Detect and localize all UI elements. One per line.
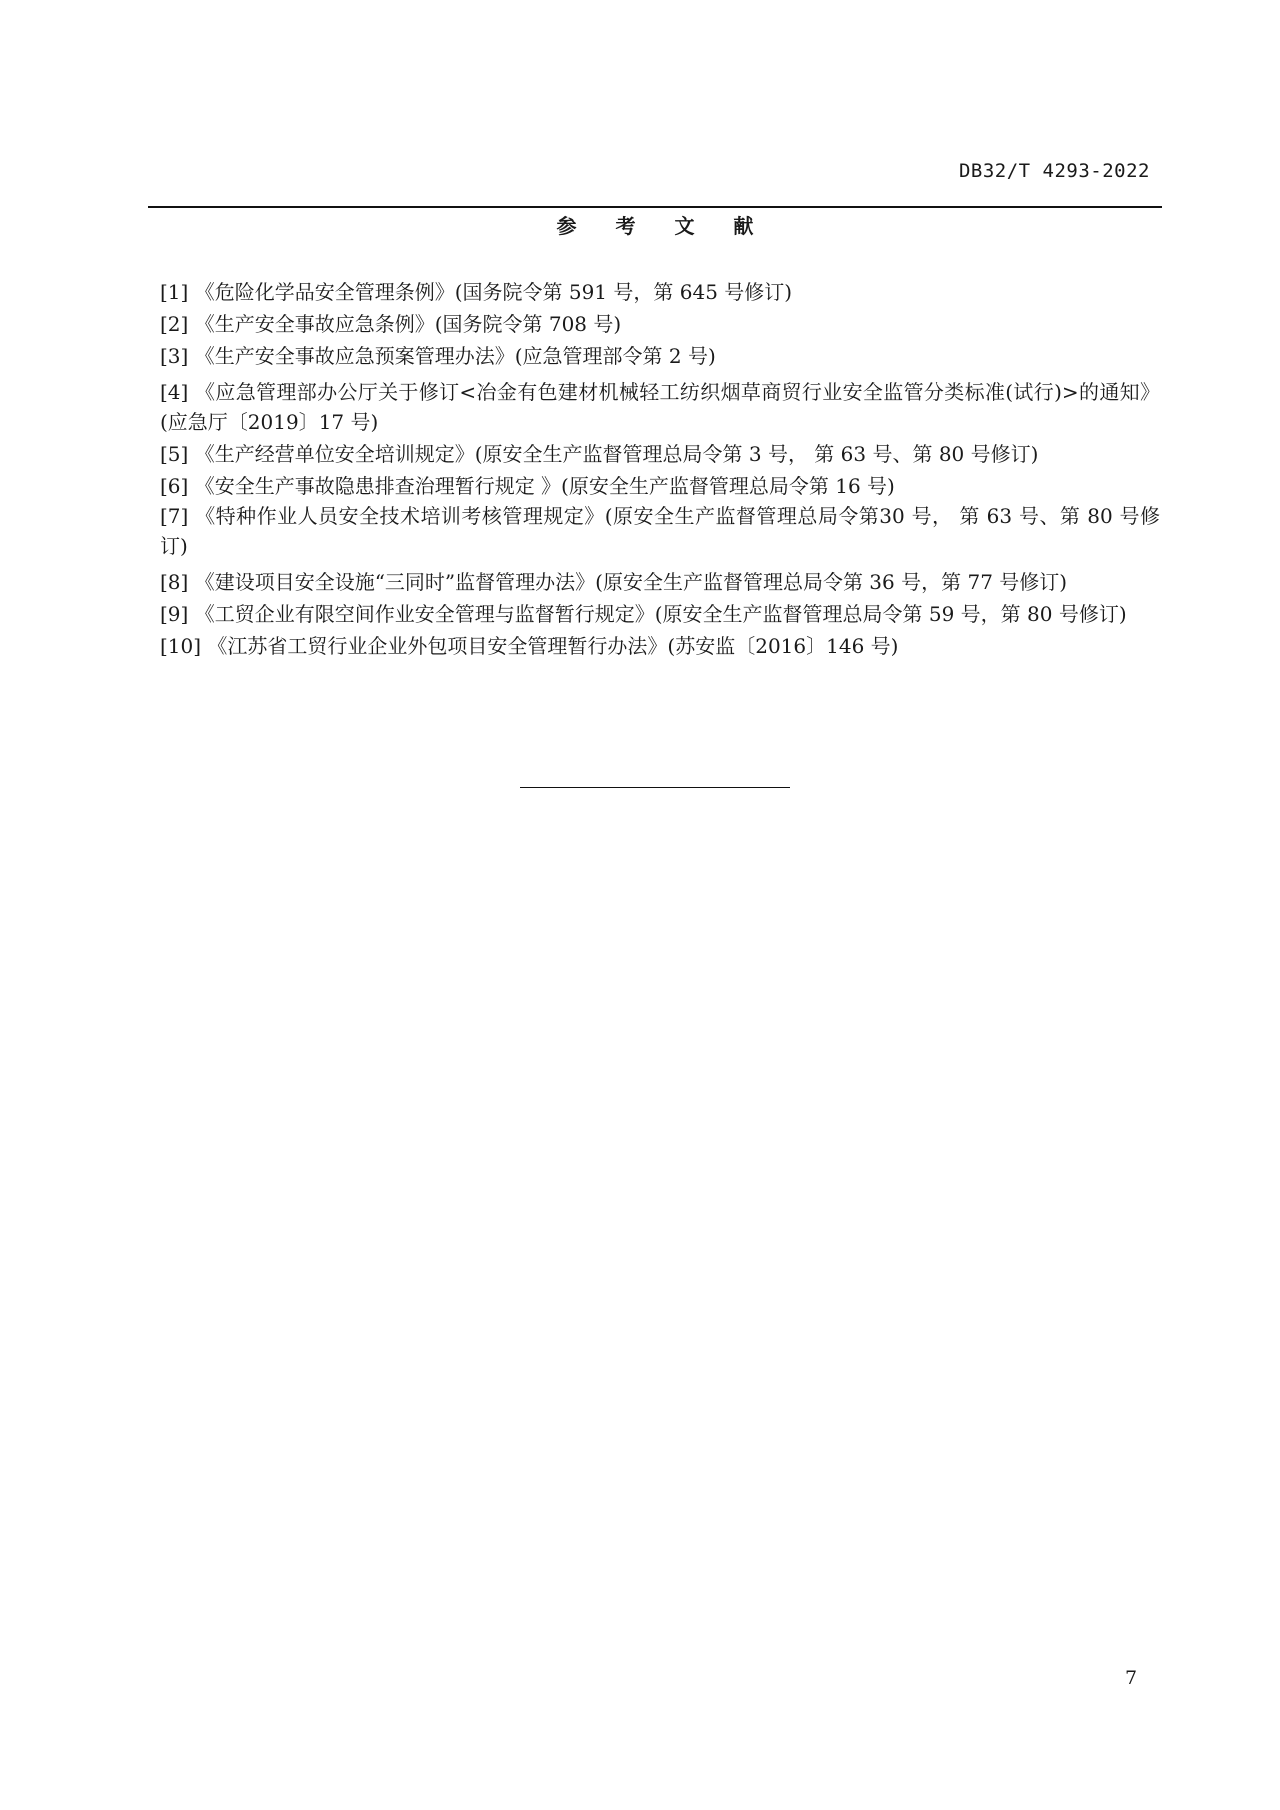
- reference-text: 《特种作业人员安全技术培训考核管理规定》(原安全生产监督管理总局令第30 号， 第 63 号、第 80 号修订): [160, 504, 1161, 558]
- reference-text: 《危险化学品安全管理条例》(国务院令第 591 号，第 645 号修订): [194, 280, 793, 304]
- reference-number: [7]: [160, 504, 189, 528]
- reference-text: 《建设项目安全设施“三同时”监督管理办法》(原安全生产监督管理总局令第 36 号，第 77 号修订): [194, 570, 1068, 594]
- reference-number: [2]: [160, 312, 189, 336]
- reference-text: 《生产安全事故应急预案管理办法》(应急管理部令第 2 号): [194, 344, 716, 368]
- reference-number: [10]: [160, 634, 202, 658]
- reference-list: [160, 277, 1160, 661]
- reference-item: [160, 471, 1160, 501]
- reference-item: [160, 599, 1160, 629]
- reference-text: 《工贸企业有限空间作业安全管理与监督暂行规定》(原安全生产监督管理总局令第 59 号，第 80 号修订): [194, 602, 1127, 626]
- reference-number: [4]: [160, 380, 189, 404]
- reference-number: [8]: [160, 570, 189, 594]
- reference-item: [160, 567, 1160, 597]
- reference-number: [6]: [160, 474, 189, 498]
- reference-item: [160, 277, 1160, 307]
- reference-text: 《生产安全事故应急条例》(国务院令第 708 号): [194, 312, 622, 336]
- reference-item: [160, 377, 1160, 437]
- reference-item: [160, 631, 1160, 661]
- reference-text: 《生产经营单位安全培训规定》(原安全生产监督管理总局令第 3 号， 第 63 号、第 80 号修订): [194, 442, 1039, 466]
- reference-text: 《安全生产事故隐患排查治理暂行规定 》(原安全生产监督管理总局令第 16 号): [194, 474, 895, 498]
- page-number: 7: [1125, 1667, 1138, 1689]
- reference-item: [160, 439, 1160, 469]
- reference-number: [9]: [160, 602, 189, 626]
- reference-number: [1]: [160, 280, 189, 304]
- header-rule: [148, 206, 1162, 208]
- reference-text: 《江苏省工贸行业企业外包项目安全管理暂行办法》(苏安监〔2016〕146 号): [207, 634, 899, 658]
- section-title: 参 考 文 献: [556, 214, 770, 238]
- reference-number: [3]: [160, 344, 189, 368]
- reference-item: [160, 341, 1160, 371]
- end-rule: [520, 787, 790, 788]
- standard-code: DB32/T 4293-2022: [958, 160, 1150, 182]
- reference-item: [160, 501, 1160, 561]
- reference-text: 《应急管理部办公厅关于修订<冶金有色建材机械轻工纺织烟草商贸行业安全监管分类标准(试行)>的通知》(应急厅〔2019〕17 号): [160, 380, 1161, 434]
- reference-number: [5]: [160, 442, 189, 466]
- reference-item: [160, 309, 1160, 339]
